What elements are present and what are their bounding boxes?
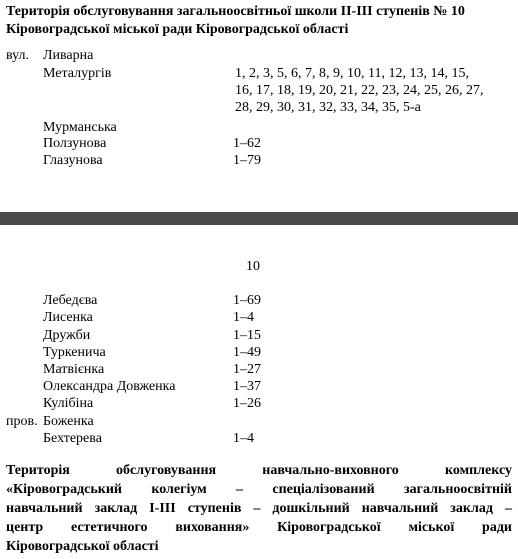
house-numbers: 1–26 [233, 396, 261, 411]
word: ступенів [187, 501, 242, 516]
section1-heading-line1: Територія обслуговування загальноосвітньої школи ІІ-ІІІ ступенів № 10 [6, 4, 465, 19]
street-name: Олександра Довженка [43, 379, 176, 394]
house-numbers: 1–69 [233, 293, 261, 308]
word: навчальний [361, 501, 439, 516]
street-name: Кулібіна [43, 396, 94, 411]
word: комплексу [444, 463, 512, 478]
word: колегіум [151, 482, 207, 497]
word: виховання» [175, 520, 250, 535]
word: Територія [6, 463, 70, 478]
section3-heading-line5: Кіровоградської області [6, 539, 159, 554]
page-break [0, 212, 518, 225]
street-name: Глазунова [43, 153, 103, 168]
house-numbers: 1–4 [233, 310, 254, 325]
word: обслуговування [116, 463, 217, 478]
house-numbers: 1–62 [233, 136, 261, 151]
word: спеціалізований [272, 482, 375, 497]
house-numbers: 1–4 [233, 431, 254, 446]
house-numbers: 1, 2, 3, 5, 6, 7, 8, 9, 10, 11, 12, 13, 14, 15, [235, 66, 469, 81]
word: центр [6, 520, 44, 535]
word: – [253, 501, 261, 516]
word: Кіровоградської [277, 520, 381, 535]
section3-heading-line1 [6, 461, 512, 480]
street-name: Матвієнка [43, 362, 105, 377]
street-name: Дружби [43, 328, 91, 343]
section1-heading-line2: Кіровоградської міської ради Кіровоградської області [6, 22, 349, 37]
section3-heading-line3 [6, 499, 512, 518]
street-name: Металургів [43, 66, 112, 81]
word: «Кіровоградський [6, 482, 122, 497]
house-numbers: 1–79 [233, 153, 261, 168]
word: – [236, 482, 244, 497]
section3-heading-line2 [6, 480, 512, 499]
street-prefix: вул. [6, 48, 30, 63]
street-name: Лисенка [43, 310, 93, 325]
house-numbers: 1–49 [233, 345, 261, 360]
lane-prefix: пров. [6, 414, 38, 429]
street-name: Боженка [43, 414, 94, 429]
street-name: Туркенича [43, 345, 106, 360]
word: заклад [450, 501, 493, 516]
word: загальноосвітній [403, 482, 512, 497]
page-number: 10 [246, 259, 260, 274]
street-name: Ливарна [43, 48, 94, 63]
word: заклад [94, 501, 138, 516]
word: естетичного [70, 520, 148, 535]
street-name: Ползунова [43, 136, 107, 151]
house-numbers: 1–27 [233, 362, 261, 377]
street-name: Лебедєва [43, 293, 98, 308]
word: міської [408, 520, 455, 535]
house-numbers: 16, 17, 18, 19, 20, 21, 22, 23, 24, 25, 26, 27, [235, 83, 484, 98]
house-numbers: 1–37 [233, 379, 261, 394]
house-numbers: 28, 29, 30, 31, 32, 33, 34, 35, 5-а [235, 100, 421, 115]
street-name: Мурманська [43, 120, 117, 135]
word: навчальний [6, 501, 83, 516]
word: ради [482, 520, 512, 535]
section3-heading-line4 [6, 518, 512, 537]
street-name: Бехтерева [43, 431, 102, 446]
word: – [504, 501, 512, 516]
word: дошкільний [272, 501, 350, 516]
house-numbers: 1–15 [233, 328, 261, 343]
word: навчально-виховного [262, 463, 399, 478]
word: І-ІІІ [149, 501, 176, 516]
